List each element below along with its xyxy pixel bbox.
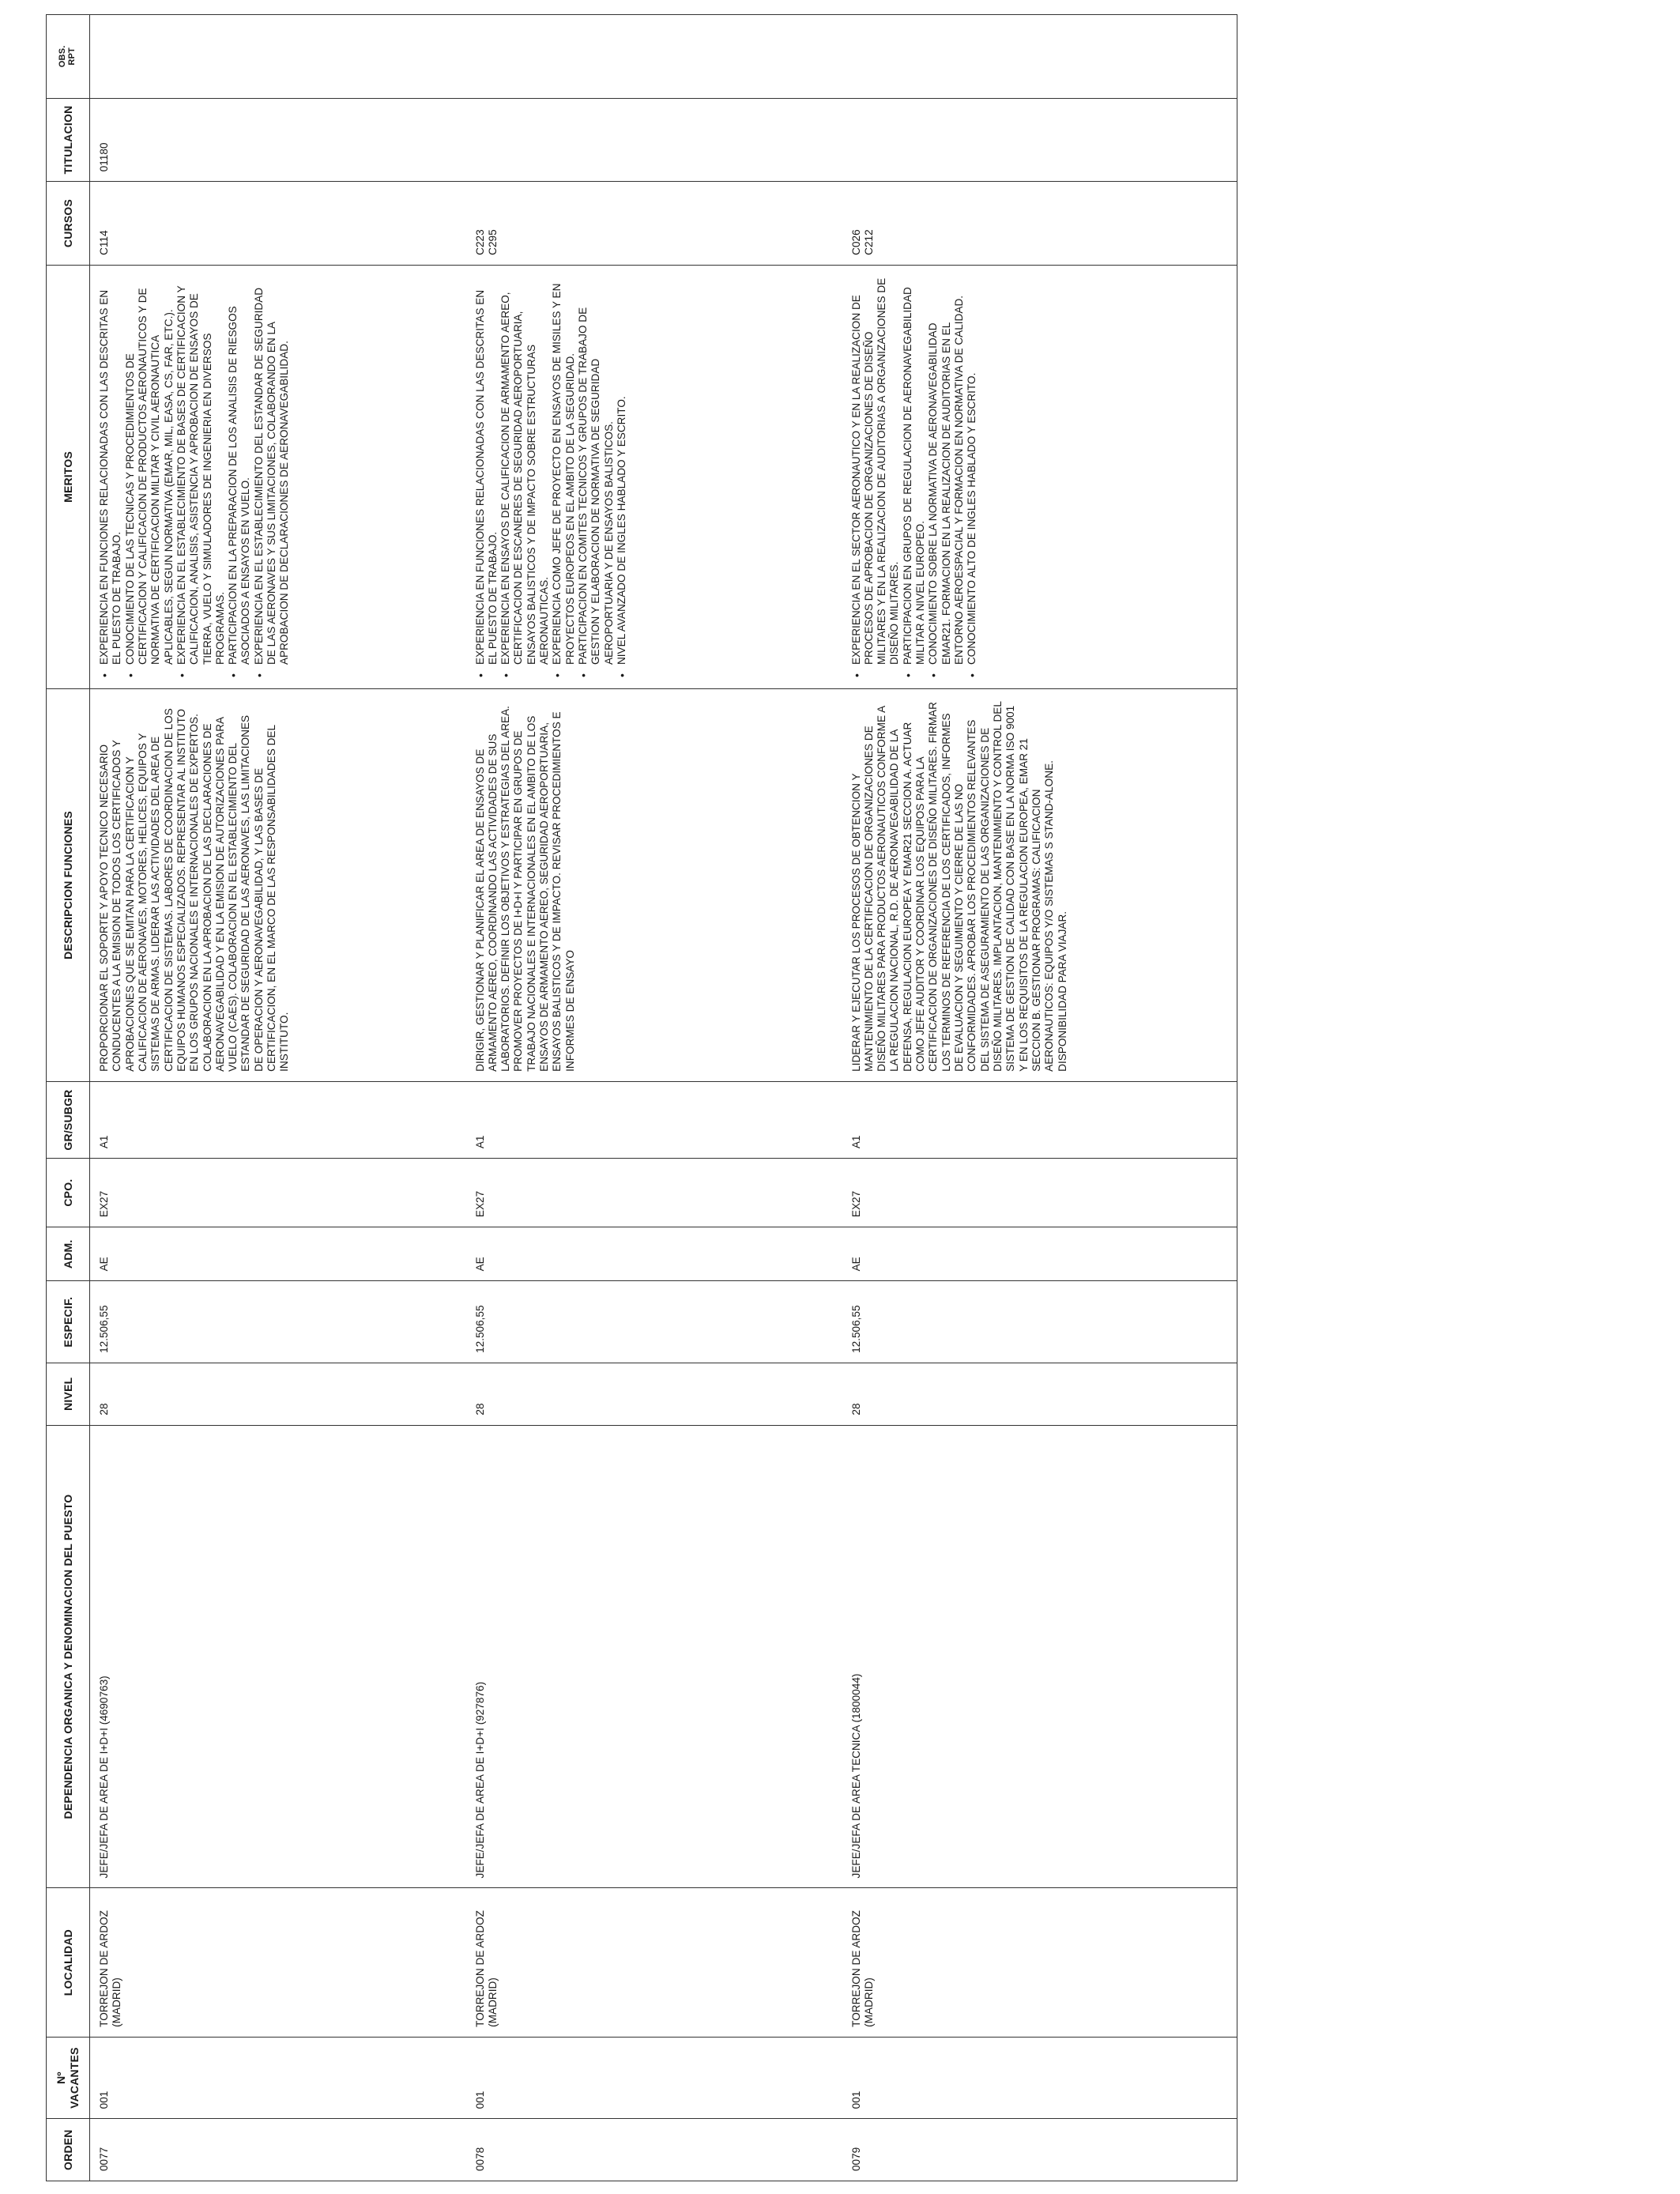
- header-titulacion: TITULACION: [47, 98, 90, 182]
- job-positions-table: [46, 14, 1237, 2181]
- cell-grupo: A1: [90, 1081, 466, 1158]
- header-row: [47, 15, 90, 2181]
- header-cursos: CURSOS: [47, 182, 90, 266]
- cell-orden: 0077: [90, 2119, 466, 2181]
- merit-item: • PARTICIPACION EN LA PREPARACION DE LOS ANALISIS DE RIESGOS ASOCIADOS A ENSAYOS EN VUELO.: [227, 275, 253, 665]
- header-obs-line2: RPT: [67, 47, 77, 66]
- table-row: [842, 15, 1237, 2181]
- cell-nivel: 28: [90, 1363, 466, 1425]
- cell-dependencia: JEFE/JEFA DE AREA DE I+D+I (4690763): [90, 1425, 466, 1888]
- cell-especif: 12.506,55: [90, 1281, 466, 1363]
- header-orden: ORDEN: [47, 2119, 90, 2181]
- cell-dependencia: JEFE/JEFA DE AREA TECNICA (1800044): [842, 1425, 1237, 1888]
- cell-localidad: TORREJON DE ARDOZ (MADRID): [90, 1888, 466, 2037]
- header-nivel: NIVEL: [47, 1363, 90, 1425]
- cell-obs: [90, 15, 466, 99]
- cell-vacantes: 001: [842, 2037, 1237, 2119]
- header-localidad: LOCALIDAD: [47, 1888, 90, 2037]
- merit-item: • EXPERIENCIA EN FUNCIONES RELACIONADAS CON LAS DESCRITAS EN EL PUESTO DE TRABAJO.: [474, 275, 500, 665]
- header-especif: ESPECIF.: [47, 1281, 90, 1363]
- table-row: [466, 15, 842, 2181]
- cell-descripcion: LIDERAR Y EJECUTAR LOS PROCESOS DE OBTENCION Y MANTENIMIENTO DE LA CERTIFICACION DE ORGANIZACIONES DE DISEÑO MILITARES PARA PRODUCTOS AERONAUTICOS CONFORME A LA REGULACION NACIONAL, R.D. DE AERONAVEGABILIDAD DE LA DEFENSA, REGULACION EUROPEA Y EMAR21 SECCION A. ACTUAR COMO JEFE AUDITOR Y COORDINAR LOS EQUIPOS PARA LA CERTIFICACION DE ORGANIZACIONES DE DISEÑO MILITARES. FIRMAR LOS TERMINOS DE REFERENCIA DE LOS CERTIFICADOS, INFORMES DE EVALUACION Y SEGUIMIENTO Y CIERRE DE LAS NO CONFORMIDADES. APROBAR LOS PROCEDIMIENTOS RELEVANTES DEL SISTEMA DE ASEGURAMIENTO DE LAS ORGANIZACIONES DE DISEÑO MILITARES. IMPLANTACION, MANTENIMIENTO Y CONTROL DEL SISTEMA DE GESTION DE CALIDAD CON BASE EN LA NORMA ISO 9001 Y EN LOS REQUISITOS DE LA REGULACION EUROPEA, EMAR 21 SECCION B. GESTIONAR PROGRAMAS: CALIFICACION AERONAUTICOS: EQUIPOS Y/O SISTEMAS S STAND-ALONE. DISPONIBILIDAD PARA VIAJAR.: [842, 689, 1237, 1082]
- cell-cpo: EX27: [466, 1159, 842, 1227]
- cell-vacantes: 001: [466, 2037, 842, 2119]
- cell-cpo: EX27: [90, 1159, 466, 1227]
- table-row: [90, 15, 466, 2181]
- cell-orden: 0078: [466, 2119, 842, 2181]
- cell-titulacion: [842, 98, 1237, 182]
- merits-list: [850, 275, 979, 679]
- cell-meritos: [90, 265, 466, 688]
- curso-code: C212: [862, 229, 875, 255]
- cell-titulacion: [466, 98, 842, 182]
- merit-item: • PARTICIPACION EN GRUPOS DE REGULACION DE AERONAVEGABILIDAD MILITAR A NIVEL EUROPEO.: [902, 275, 928, 665]
- cell-adm: AE: [90, 1227, 466, 1281]
- merit-item: • CONOCIMIENTO DE LAS TECNICAS Y PROCEDIMIENTOS DE CERTIFICACION Y CALIFICACION DE PRODUCTOS AERONAUTICOS Y DE NORMATIVA DE CERTIFICACION MILITAR Y CIVIL AERONAUTICA APLICABLES, SEGUN NORMATIVA (EMAR, MIL, EASA, CS, FAR, ETC.).: [124, 275, 175, 665]
- cell-obs: [842, 15, 1237, 99]
- merits-list: [474, 275, 629, 679]
- curso-code: C114: [98, 230, 110, 255]
- cell-obs: [466, 15, 842, 99]
- header-vacantes: Nº VACANTES: [47, 2037, 90, 2119]
- cell-cursos: [466, 182, 842, 266]
- cell-vacantes: 001: [90, 2037, 466, 2119]
- header-dependencia: DEPENDENCIA ORGANICA Y DENOMINACION DEL PUESTO: [47, 1425, 90, 1888]
- cell-orden: 0079: [842, 2119, 1237, 2181]
- cell-titulacion: 01180: [90, 98, 466, 182]
- merit-item: • EXPERIENCIA EN ENSAYOS DE CALIFICACION DE ARMAMENTO AEREO, CERTIFICACION DE ESCANERES DE SEGURIDAD AEROPORTUARIA, ENSAYOS BALISTICOS Y DE IMPACTO SOBRE ESTRUCTURAS AERONAUTICAS.: [499, 275, 551, 665]
- merit-item: • NIVEL AVANZADO DE INGLES HABLADO Y ESCRITO.: [616, 275, 628, 665]
- merit-item: • EXPERIENCIA EN EL SECTOR AERONAUTICO Y EN LA REALIZACION DE PROCESOS DE APROBACION DE ORGANIZACIONES DE DISEÑO MILITARES Y EN LA REALIZACION DE AUDITORIAS A ORGANIZACIONES DE DISEÑO MILITARES.: [850, 275, 902, 665]
- cell-adm: AE: [842, 1227, 1237, 1281]
- cell-nivel: 28: [466, 1363, 842, 1425]
- curso-code: C295: [486, 229, 499, 255]
- curso-code: C223: [473, 229, 486, 255]
- merit-item: • CONOCIMIENTO SOBRE LA NORMATIVA DE AERONAVEGABILIDAD EMAR21. FORMACION EN LA REALIZACION DE AUDITORIAS EN EL ENTORNO AEROESPACIAL Y FORMACION EN NORMATIVA DE CALIDAD.: [927, 275, 966, 665]
- merit-item: • CONOCIMIENTO ALTO DE INGLES HABLADO Y ESCRITO.: [966, 275, 978, 665]
- cell-grupo: A1: [466, 1081, 842, 1158]
- header-descripcion: DESCRIPCION FUNCIONES: [47, 689, 90, 1082]
- merit-item: • EXPERIENCIA EN EL ESTABLECIMIENTO DE BASES DE CERTIFICACION Y CALIFICACION, ANALISIS, ASISTENCIA Y APROBACION DE ENSAYOS DE TIERRA, VUELO Y SIMULADORES DE INGENIERIA EN DIVERSOS PROGRAMAS.: [175, 275, 227, 665]
- cell-cursos: [842, 182, 1237, 266]
- table-body: [90, 15, 1237, 2181]
- cell-cpo: EX27: [842, 1159, 1237, 1227]
- cell-especif: 12.506,55: [466, 1281, 842, 1363]
- cell-descripcion: DIRIGIR, GESTIONAR Y PLANIFICAR EL AREA DE ENSAYOS DE ARMAMENTO AEREO, COORDINANDO LAS ACTIVIDADES DE SUS LABORATORIOS. DEFINIR LOS OBJETIVOS Y ESTRATEGIAS DEL AREA. PROMOVER PROYECTOS DE I+D+I Y PARTICIPAR EN GRUPOS DE TRABAJO NACIONALES E INTERNACIONALES EN EL AMBITO DE LOS ENSAYOS DE ARMAMENTO AEREO, SEGURIDAD AEROPORTUARIA, ENSAYOS BALISTICOS Y DE IMPACTO. REVISAR PROCEDIMIENTOS E INFORMES DE ENSAYO: [466, 689, 842, 1082]
- cell-nivel: 28: [842, 1363, 1237, 1425]
- cell-meritos: [842, 265, 1237, 688]
- curso-code: C026: [849, 229, 862, 255]
- merit-item: • EXPERIENCIA EN FUNCIONES RELACIONADAS CON LAS DESCRITAS EN EL PUESTO DE TRABAJO.: [98, 275, 124, 665]
- cell-localidad: TORREJON DE ARDOZ (MADRID): [842, 1888, 1237, 2037]
- cell-meritos: [466, 265, 842, 688]
- merit-item: • EXPERIENCIA EN EL ESTABLECIMIENTO DEL ESTANDAR DE SEGURIDAD DE LAS AERONAVES Y SUS LIMITACIONES, COLABORANDO EN LA APROBACION DE DECLARACIONES DE AERONAVEGABILIDAD.: [253, 275, 292, 665]
- merits-list: [98, 275, 292, 679]
- header-obs-rpt: [47, 15, 90, 99]
- cell-especif: 12.506,55: [842, 1281, 1237, 1363]
- cell-adm: AE: [466, 1227, 842, 1281]
- header-cpo: CPO.: [47, 1159, 90, 1227]
- cell-cursos: [90, 182, 466, 266]
- merit-item: • PARTICIPACION EN COMITES TECNICOS Y GRUPOS DE TRABAJO DE GESTION Y ELABORACION DE NORMATIVA DE SEGURIDAD AEROPORTUARIA Y DE ENSAYOS BALISTICOS.: [577, 275, 616, 665]
- cell-dependencia: JEFE/JEFA DE AREA DE I+D+I (927876): [466, 1425, 842, 1888]
- header-obs-line1: OBS.: [58, 45, 68, 68]
- header-adm: ADM.: [47, 1227, 90, 1281]
- cell-localidad: TORREJON DE ARDOZ (MADRID): [466, 1888, 842, 2037]
- header-grupo: GR/SUBGR: [47, 1081, 90, 1158]
- header-meritos: MERITOS: [47, 265, 90, 688]
- cell-descripcion: PROPORCIONAR EL SOPORTE Y APOYO TECNICO NECESARIO CONDUCENTES A LA EMISION DE TODOS LOS CERTIFICADOS Y APROBACIONES QUE SE EMITAN PARA LA CERTIFICACION Y CALIFICACION DE AERONAVES, MOTORES, HELICES, EQUIPOS Y SISTEMAS DE ARMAS. LIDERAR LAS ACTIVIDADES DEL AREA DE CERTIFICACION DE SISTEMAS. LABORES DE COORDINACION DE LOS EQUIPOS HUMANOS ESPECIALIZADOS. REPRESENTAR AL INSTITUTO EN LOS GRUPOS NACIONALES E INTERNACIONALES DE EXPERTOS. COLABORACION EN LA APROBACION DE LAS DECLARACIONES DE AERONAVEGABILIDAD Y EN LA EMISION DE AUTORIZACIONES PARA VUELO (CAES). COLABORACION EN EL ESTABLECIMIENTO DEL ESTANDAR DE SEGURIDAD DE LAS AERONAVES, LAS LIMITACIONES DE OPERACION Y AERONAVEGABILIDAD, Y LAS BASES DE CERTIFICACION, EN EL MARCO DE LAS RESPONSABILIDADES DEL INSTITUTO.: [90, 689, 466, 1082]
- merit-item: • EXPERIENCIA COMO JEFE DE PROYECTO EN ENSAYOS DE MISILES Y EN PROYECTOS EUROPEOS EN EL AMBITO DE LA SEGURIDAD.: [551, 275, 577, 665]
- cell-grupo: A1: [842, 1081, 1237, 1158]
